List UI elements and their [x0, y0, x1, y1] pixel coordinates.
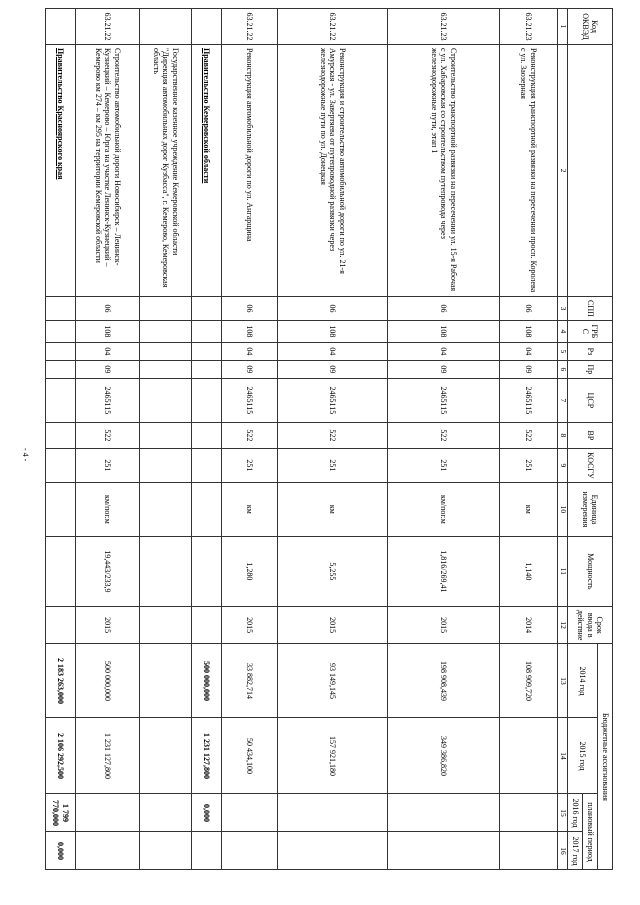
- cell-unit: км/пог.м: [388, 482, 500, 536]
- cell-pr: 09: [500, 360, 558, 378]
- cell-spp: 06: [222, 297, 278, 321]
- cell-spp: 06: [76, 297, 140, 321]
- cell-pr: 09: [388, 360, 500, 378]
- cell-spp: 06: [388, 297, 500, 321]
- cell-unit: км: [278, 482, 388, 536]
- table-row: [76, 9, 140, 870]
- col-rz: Рз: [568, 342, 613, 360]
- cell-grbs: 108: [278, 320, 388, 342]
- cell-unit: км: [500, 482, 558, 536]
- group-title: Правительство Красноярского края: [46, 45, 76, 297]
- cell-vr: 522: [388, 422, 500, 448]
- cell-csr: 2465115: [388, 378, 500, 422]
- col-vr: ВР: [568, 422, 613, 448]
- col-number: 14: [558, 718, 568, 794]
- group-2014: 2 183 263,000: [46, 644, 76, 718]
- cell-term: 2014: [500, 606, 558, 644]
- cell-2014: 93 149,145: [278, 644, 388, 718]
- cell-name: Реконструкция автомобильной дороги по ул. Ангарщина: [222, 45, 278, 297]
- col-number: 3: [558, 297, 568, 321]
- cell-2015: 349 386,820: [388, 718, 500, 794]
- table-row: [388, 9, 500, 870]
- col-number: 9: [558, 448, 568, 482]
- col-plan: плановый период: [583, 794, 598, 870]
- col-number: 10: [558, 482, 568, 536]
- cell-vr: 522: [278, 422, 388, 448]
- cell-term: 2015: [278, 606, 388, 644]
- cell-spp: 06: [278, 297, 388, 321]
- col-csr: ЦСР: [568, 378, 613, 422]
- cell-grbs: 108: [500, 320, 558, 342]
- cell-name: Строительство автомобильной дороги Новосибирск – Ленинск-Кузнецкий – Кемерово – Юрга на участке Ленинск-Кузнецкий – Кемерово км 274 – км 295 на территории Кемеровской области: [76, 45, 140, 297]
- col-number: 15: [558, 794, 568, 832]
- cell-kosgu: 251: [278, 448, 388, 482]
- col-pr: Пр: [568, 360, 613, 378]
- cell-grbs: 108: [222, 320, 278, 342]
- cell-2017: [222, 832, 278, 870]
- cell-2015: 1 231 127,800: [76, 718, 140, 794]
- cell-2016: [388, 794, 500, 832]
- cell-okved: 63.21.22: [222, 9, 278, 45]
- budget-table: [45, 8, 613, 870]
- cell-term: 2015: [76, 606, 140, 644]
- col-number: 8: [558, 422, 568, 448]
- group-2016: 1 799 770,000: [46, 794, 76, 832]
- col-okved: Код ОКВЭД: [568, 9, 613, 45]
- cell-2016: [222, 794, 278, 832]
- cell-power: 19,443/233,9: [76, 536, 140, 606]
- group-2017: [192, 832, 222, 870]
- cell-rz: 04: [278, 342, 388, 360]
- cell-okved: 63.21.22: [76, 9, 140, 45]
- cell-2015: 50 434,100: [222, 718, 278, 794]
- cell-csr: 2465115: [222, 378, 278, 422]
- col-number: 5: [558, 342, 568, 360]
- cell-name: Реконструкция и строительство автомобильной дороги по ул. 21-я Амурская - ул. Завертяева от путепроводной развязки через железнодорожные пути по ул. Донецкая: [278, 45, 388, 297]
- group-2014: 500 000,000: [192, 644, 222, 718]
- cell-rz: 04: [76, 342, 140, 360]
- cell-2016: [76, 794, 140, 832]
- group-2015: 1 231 127,800: [192, 718, 222, 794]
- cell-unit: км: [222, 482, 278, 536]
- cell-2017: [388, 832, 500, 870]
- cell-csr: 2465115: [76, 378, 140, 422]
- cell-power: 1,816/269,41: [388, 536, 500, 606]
- cell-spp: 06: [500, 297, 558, 321]
- cell-2016: [500, 794, 558, 832]
- subgroup-title: Государственное казенное учреждение Кемеровской области "Дирекция автомобильных дорог Кузбасса", г. Кемерово, Кемеровская область: [140, 45, 192, 297]
- table-row: [500, 9, 558, 870]
- cell-2014: 198 908,439: [388, 644, 500, 718]
- col-number: 1: [558, 9, 568, 45]
- column-number-row: [558, 9, 568, 870]
- table-row: [222, 9, 278, 870]
- cell-rz: 04: [500, 342, 558, 360]
- col-power: Мощность: [568, 536, 613, 606]
- cell-2015: 157 921,180: [278, 718, 388, 794]
- cell-vr: 522: [222, 422, 278, 448]
- cell-rz: 04: [222, 342, 278, 360]
- col-spp: СПП: [568, 297, 613, 321]
- cell-name: Строительство транспортной развязки на пересечении ул. 15-я Рабочая с ул. Хабаровская со строительством путепровода через железнодорожные пути, этап 1: [388, 45, 500, 297]
- col-term: Срок ввода в действие: [568, 606, 613, 644]
- cell-pr: 09: [278, 360, 388, 378]
- col-name: [568, 45, 613, 297]
- col-number: 13: [558, 644, 568, 718]
- cell-2017: [500, 832, 558, 870]
- col-number: 7: [558, 378, 568, 422]
- cell-pr: 09: [222, 360, 278, 378]
- header-row-1: [598, 9, 613, 870]
- col-number: 4: [558, 320, 568, 342]
- cell-term: 2015: [222, 606, 278, 644]
- col-2017: 2017 год: [568, 832, 583, 870]
- cell-kosgu: 251: [222, 448, 278, 482]
- cell-rz: 04: [388, 342, 500, 360]
- cell-csr: 2465115: [278, 378, 388, 422]
- cell-power: 1,140: [500, 536, 558, 606]
- cell-okved: 63.21.23: [388, 9, 500, 45]
- col-2016: 2016 год: [568, 794, 583, 832]
- col-2014: 2014 год: [568, 644, 598, 718]
- col-number: 2: [558, 45, 568, 297]
- cell-okved: 63.21.23: [500, 9, 558, 45]
- subgroup-row: [140, 9, 192, 870]
- cell-2015: [500, 718, 558, 794]
- col-number: 11: [558, 536, 568, 606]
- group-2016: 0,000: [192, 794, 222, 832]
- col-2015: 2015 год: [568, 718, 598, 794]
- group-row-krasnoyarsk: [46, 9, 76, 870]
- col-budget: Бюджетные ассигнования: [598, 644, 613, 870]
- col-number: 6: [558, 360, 568, 378]
- cell-2014: 33 882,714: [222, 644, 278, 718]
- cell-grbs: 108: [76, 320, 140, 342]
- cell-kosgu: 251: [76, 448, 140, 482]
- cell-2017: [76, 832, 140, 870]
- cell-kosgu: 251: [500, 448, 558, 482]
- cell-2016: [278, 794, 388, 832]
- group-2017: 0,000: [46, 832, 76, 870]
- cell-term: 2015: [388, 606, 500, 644]
- cell-okved: [192, 9, 222, 45]
- table-row: [278, 9, 388, 870]
- cell-okved: 63.21.22: [278, 9, 388, 45]
- group-title: Правительство Кемеровской области: [192, 45, 222, 297]
- col-number: 16: [558, 832, 568, 870]
- cell-csr: 2465115: [500, 378, 558, 422]
- cell-2017: [278, 832, 388, 870]
- cell-name: Реконструкция транспортной развязки на пересечении просп. Королева с ул. Заозерная: [500, 45, 558, 297]
- cell-vr: 522: [76, 422, 140, 448]
- cell-power: 1,280: [222, 536, 278, 606]
- cell-power: 5,255: [278, 536, 388, 606]
- cell-grbs: 108: [388, 320, 500, 342]
- col-number: 12: [558, 606, 568, 644]
- col-kosgu: КОСГУ: [568, 448, 613, 482]
- cell-2014: 108 909,720: [500, 644, 558, 718]
- cell-vr: 522: [500, 422, 558, 448]
- cell-2014: 500 000,000: [76, 644, 140, 718]
- group-row-kemerovo: [192, 9, 222, 870]
- page-number: - 4 -: [21, 448, 30, 462]
- cell-unit: км/пог.м: [76, 482, 140, 536]
- group-2015: 2 106 292,500: [46, 718, 76, 794]
- col-grbs: ГРБ С: [568, 320, 613, 342]
- col-unit: Единица измерения: [568, 482, 613, 536]
- cell-kosgu: 251: [388, 448, 500, 482]
- cell-pr: 09: [76, 360, 140, 378]
